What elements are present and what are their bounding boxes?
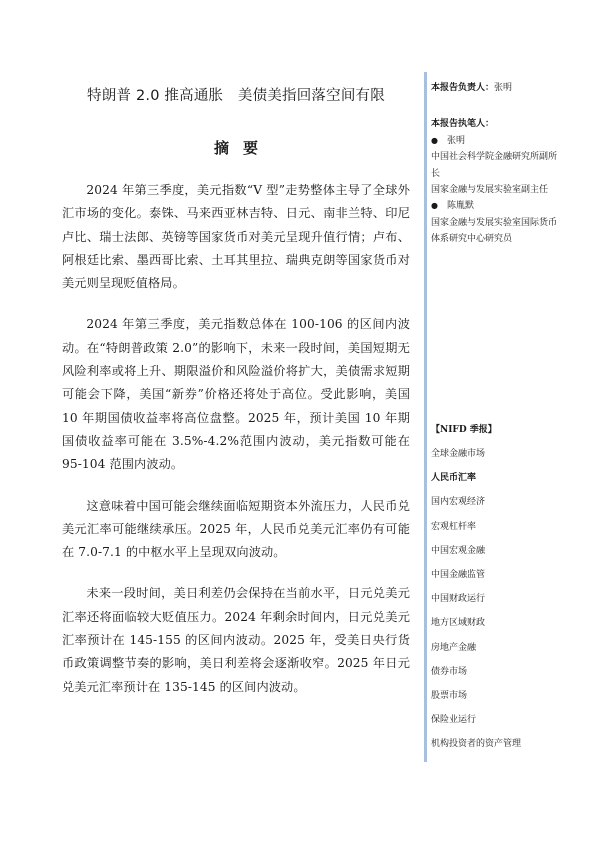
nav-item-macro-leverage[interactable]: 宏观杠杆率	[431, 521, 477, 532]
responsible-person	[431, 80, 561, 96]
author-title: 国家金融与发展实验室副主任	[431, 185, 549, 196]
nav-item-bond-market[interactable]: 债券市场	[431, 666, 468, 677]
nav-item-local-fiscal[interactable]: 地方区域财政	[431, 618, 486, 629]
author-1	[431, 133, 561, 199]
nav-item-insurance[interactable]: 保险业运行	[431, 715, 477, 726]
nav-item-china-fiscal[interactable]: 中国财政运行	[431, 594, 486, 605]
abstract-paragraph-1: 2024 年第三季度，美元指数“V 型”走势整体主导了全球外汇市场的变化。泰铢、马来西亚林吉特、日元、南非兰特、印尼卢比、瑞士法郎、英镑等国家货币对美元呈现升值行情；卢布、阿根廷比索、墨西哥比索、土耳其里拉、瑞典克朗等国家货币对美元则呈现贬值格局。	[62, 183, 410, 291]
nav-item-rmb-exchange-rate[interactable]: 人民币汇率	[431, 473, 477, 484]
responsible-name: 张明	[494, 83, 513, 93]
nav-item-domestic-macro[interactable]: 国内宏观经济	[431, 497, 486, 508]
abstract-body	[62, 179, 410, 699]
author-title: 国家金融与发展实验室国际货币体系研究中心研究员	[431, 217, 558, 245]
nav-item-institutional-asset-mgmt[interactable]: 机构投资者的资产管理	[431, 739, 522, 750]
report-title: 特朗普 2.0 推高通胀 美债美指回落空间有限	[87, 88, 385, 104]
abstract-paragraph-3: 这意味着中国可能会继续面临短期资本外流压力，人民币兑美元汇率可能继续承压。2025 年，人民币兑美元汇率仍有可能在 7.0-7.1 的中枢水平上呈现双向波动。	[62, 498, 410, 560]
report-series-nav	[431, 423, 571, 751]
bullet-icon: ●	[431, 201, 438, 211]
author-2	[431, 198, 561, 247]
nav-item-stock-market[interactable]: 股票市场	[431, 690, 468, 701]
abstract-heading: 摘要	[213, 139, 272, 157]
nav-item-china-financial-regulation[interactable]: 中国金融监管	[431, 569, 486, 580]
author-name: 张明	[446, 135, 465, 146]
sidebar-divider	[424, 72, 427, 762]
responsible-label: 本报告负责人：	[431, 83, 495, 93]
nav-item-china-macro-finance[interactable]: 中国宏观金融	[431, 545, 486, 556]
author-name: 陈胤默	[446, 201, 474, 212]
main-content	[62, 85, 410, 699]
nav-item-global-financial-market[interactable]: 全球金融市场	[431, 449, 486, 459]
nav-item-real-estate-finance[interactable]: 房地产金融	[431, 642, 477, 653]
bullet-icon: ●	[431, 135, 438, 145]
authors-heading: 本报告执笔人：	[431, 119, 495, 130]
sidebar-authors	[431, 80, 561, 248]
abstract-paragraph-2: 2024 年第三季度，美元指数总体在 100-106 的区间内波动。在“特朗普政策 2.0”的影响下，未来一段时间，美国短期无风险利率或将上升、期限溢价和风险溢价将扩大，美债需求短期可能会下降，美国“新券”价格还将处于高位。受此影响，美国 10 年期国债收益率将高位盘整。2025 年，预计美国 10 年期国债收益率可能在 3.5%-4.2%范围内波动，美元指数可能在 95-104 范围内波动。	[62, 317, 410, 472]
abstract-paragraph-4: 未来一段时间，美日利差仍会保持在当前水平，日元兑美元汇率还将面临较大贬值压力。2024 年剩余时间内，日元兑美元汇率预计在 145-155 的区间内波动。2025 年，受美日央行货币政策调整节奏的影响，美日利差将会逐渐收窄。2025 年日元兑美元汇率预计在 135-145 的区间内波动。	[62, 586, 410, 694]
author-title: 中国社会科学院金融研究所副所长	[431, 152, 558, 179]
nav-title: 【NIFD 季报】	[431, 425, 497, 435]
